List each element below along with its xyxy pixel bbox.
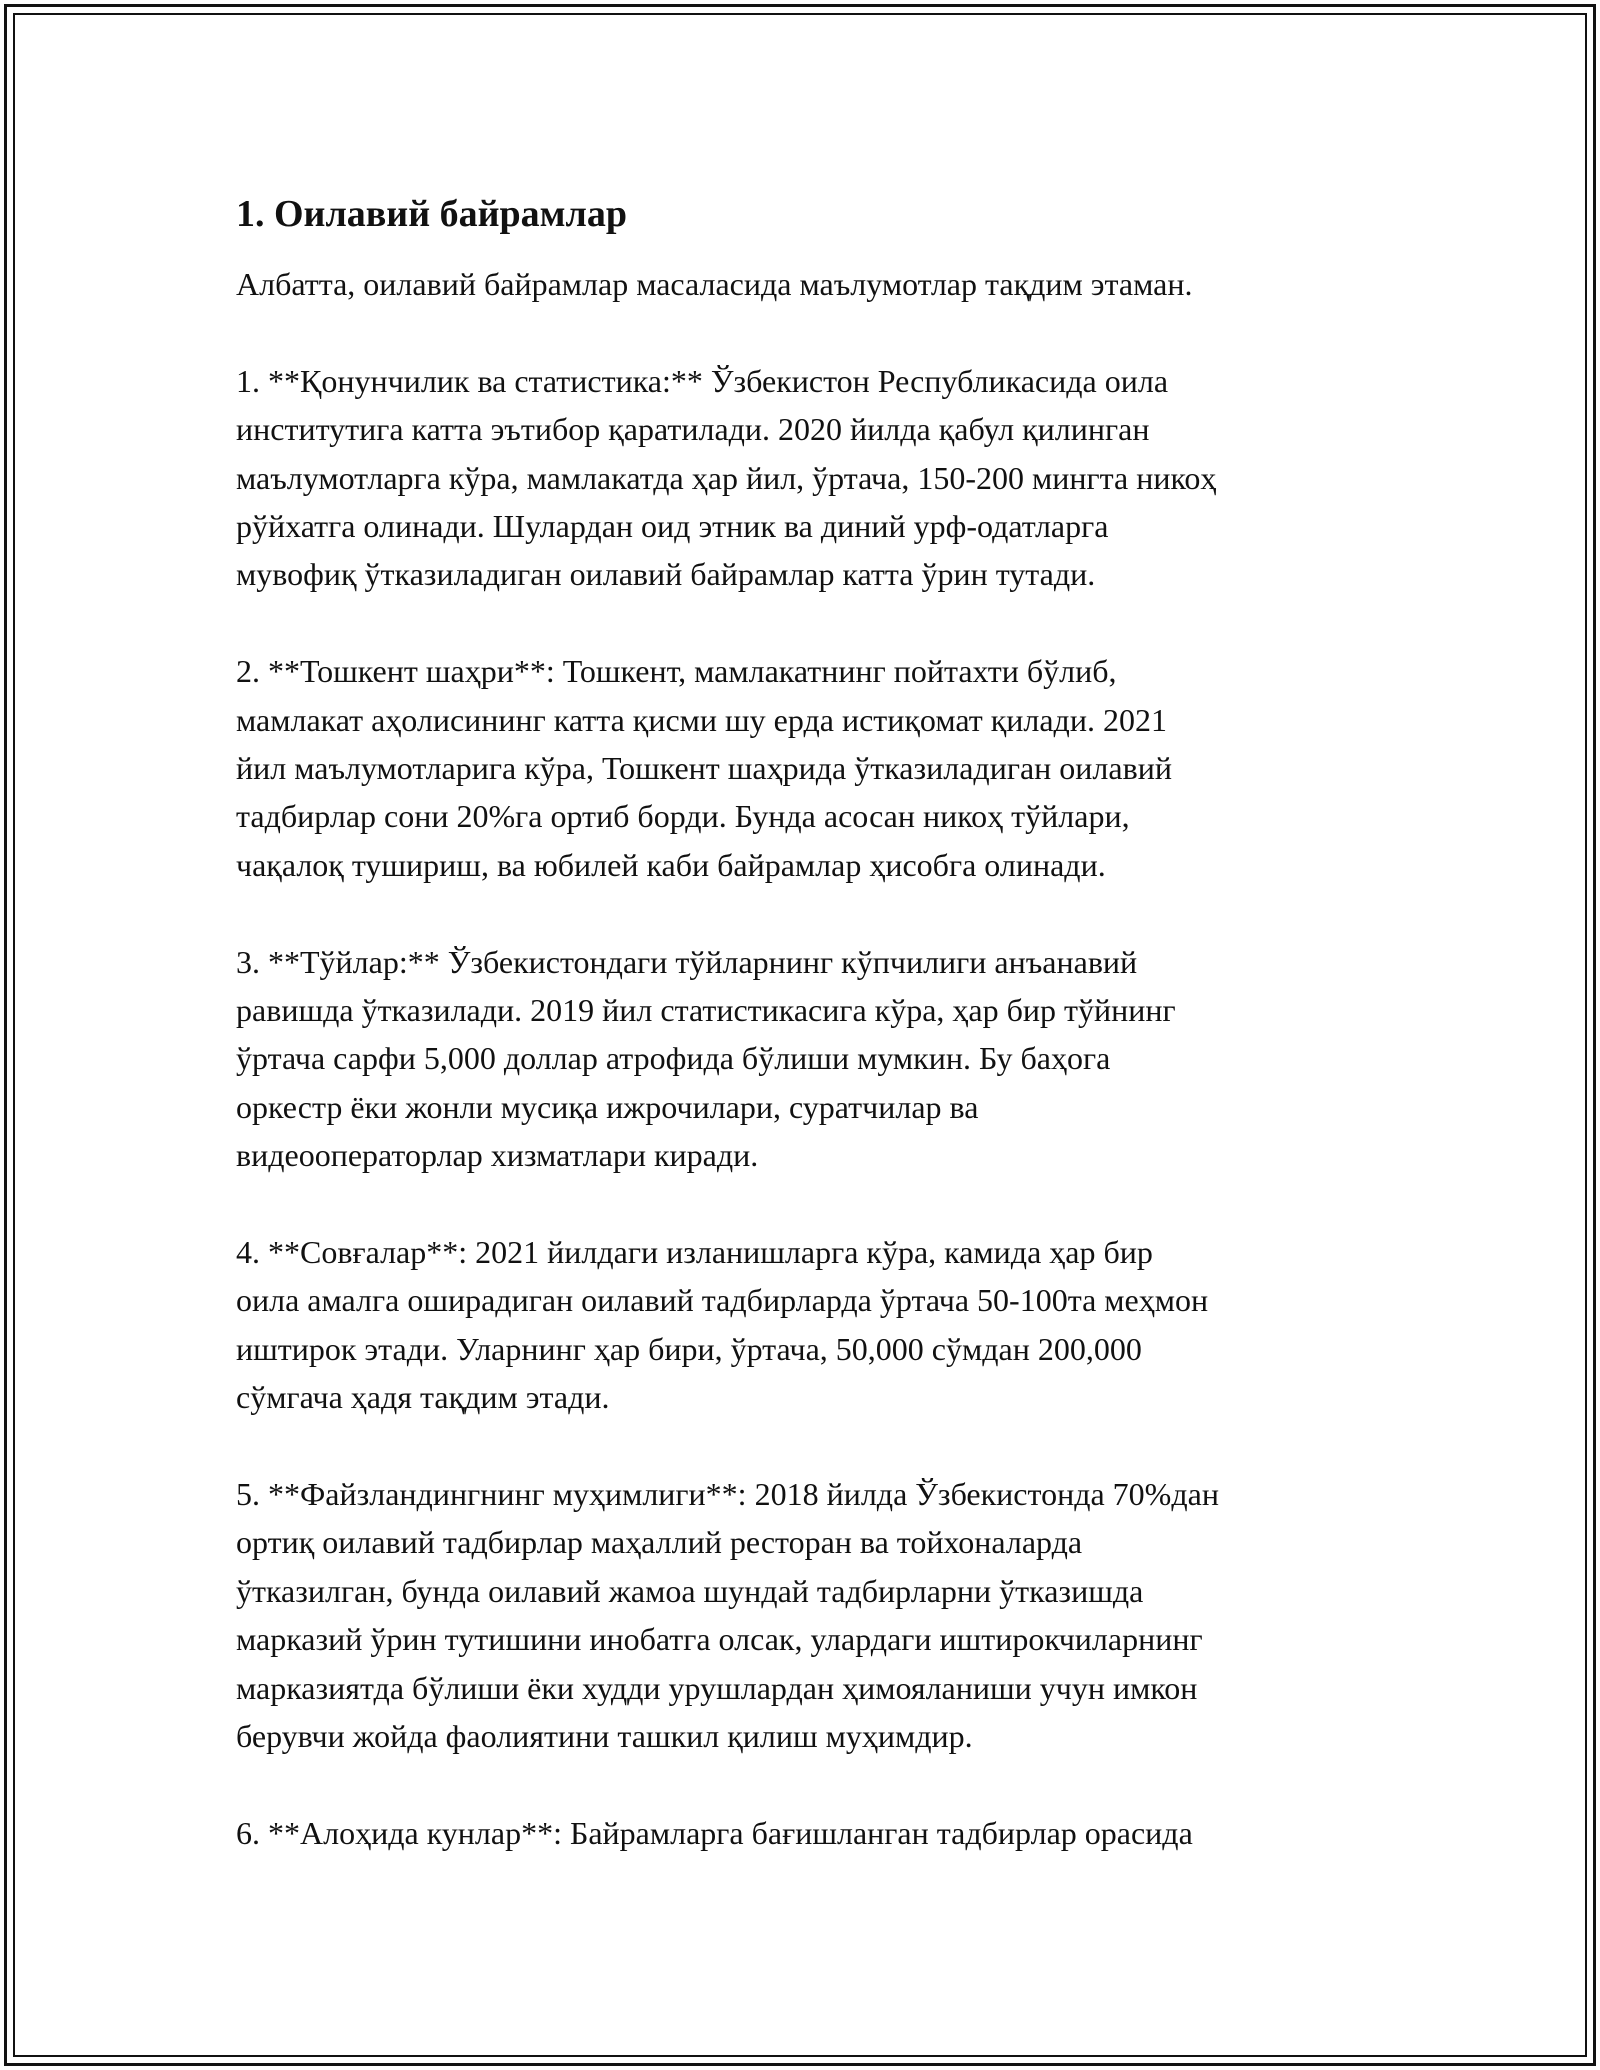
paragraph-line: тадбирлар сони 20%га ортиб борди. Бунда асосан никоҳ тўйлари,	[236, 798, 1130, 835]
paragraph-line: рўйхатга олинади. Шулардан оид этник ва диний урф-одатларга	[236, 508, 1109, 545]
paragraph-line: 5. **Файзландингнинг муҳимлиги**: 2018 йилда Ўзбекистонда 70%дан	[236, 1476, 1219, 1513]
paragraph-line: марказиятда бўлиши ёки худди урушлардан ҳимояланиши учун имкон	[236, 1669, 1198, 1706]
paragraph-line: маълумотларга кўра, мамлакатда ҳар йил, ўртача, 150-200 мингта никоҳ	[236, 459, 1217, 496]
paragraph-line: 4. **Совғалар**: 2021 йилдаги изланишларга кўра, камида ҳар бир	[236, 1234, 1153, 1271]
paragraph-line: иштирок этади. Уларнинг ҳар бири, ўртача, 50,000 сўмдан 200,000	[236, 1330, 1142, 1367]
paragraph-line: 3. **Тўйлар:** Ўзбекистондаги тўйларнинг кўпчилиги анъанавий	[236, 943, 1138, 980]
paragraph-weddings	[236, 938, 1400, 1180]
paragraph-line: равишда ўтказилади. 2019 йил статистикасига кўра, ҳар бир тўйнинг	[236, 992, 1176, 1029]
paragraph-line: ортиқ оилавий тадбирлар маҳаллий ресторан ва тойхоналарда	[236, 1524, 1083, 1561]
paragraph-line: ўртача сарфи 5,000 доллар атрофида бўлиши мумкин. Бу баҳога	[236, 1040, 1111, 1077]
paragraph-line: видеооператорлар хизматлари киради.	[236, 1137, 759, 1174]
paragraph-special-days	[236, 1809, 1400, 1857]
intro-paragraph: Албатта, оилавий байрамлар масаласида маълумотлар тақдим этаман.	[236, 266, 1193, 302]
paragraph-gifts	[236, 1228, 1400, 1422]
paragraph-line: 6. **Алоҳида кунлар**: Байрамларга бағишланган тадбирлар орасида	[236, 1814, 1193, 1851]
paragraph-line: мамлакат аҳолисининг катта қисми шу ерда истиқомат қилади. 2021	[236, 701, 1167, 738]
paragraph-line: ўтказилган, бунда оилавий жамоа шундай тадбирларни ўтказишда	[236, 1572, 1144, 1609]
paragraph-line: берувчи жойда фаолиятини ташкил қилиш муҳимдир.	[236, 1718, 973, 1755]
document-body	[236, 186, 1400, 1857]
section-heading: 1. Оилавий байрамлар	[236, 193, 627, 235]
paragraph-legislation-statistics	[236, 357, 1400, 599]
paragraph-line: йил маълумотларига кўра, Тошкент шаҳрида ўтказиладиган оилавий	[236, 750, 1172, 787]
paragraph-line: чақалоқ тушириш, ва юбилей каби байрамлар ҳисобга олинади.	[236, 846, 1106, 883]
paragraph-line: марказий ўрин тутишини инобатга олсак, улардаги иштирокчиларнинг	[236, 1621, 1203, 1658]
paragraph-line: оила амалга оширадиган оилавий тадбирларда ўртача 50-100та меҳмон	[236, 1282, 1209, 1319]
paragraph-venue-importance	[236, 1470, 1400, 1760]
paragraph-line: сўмгача ҳадя тақдим этади.	[236, 1379, 610, 1416]
paragraph-line: 2. **Тошкент шаҳри**: Тошкент, мамлакатнинг пойтахти бўлиб,	[236, 653, 1117, 690]
paragraph-tashkent-city	[236, 647, 1400, 889]
paragraph-line: 1. **Қонунчилик ва статистика:** Ўзбекистон Республикасида оила	[236, 362, 1169, 399]
paragraph-line: мувофиқ ўтказиладиган оилавий байрамлар катта ўрин тутади.	[236, 556, 1096, 593]
paragraph-line: оркестр ёки жонли мусиқа ижрочилари, суратчилар ва	[236, 1088, 979, 1125]
paragraph-line: институтига катта эътибор қаратилади. 2020 йилда қабул қилинган	[236, 411, 1150, 448]
